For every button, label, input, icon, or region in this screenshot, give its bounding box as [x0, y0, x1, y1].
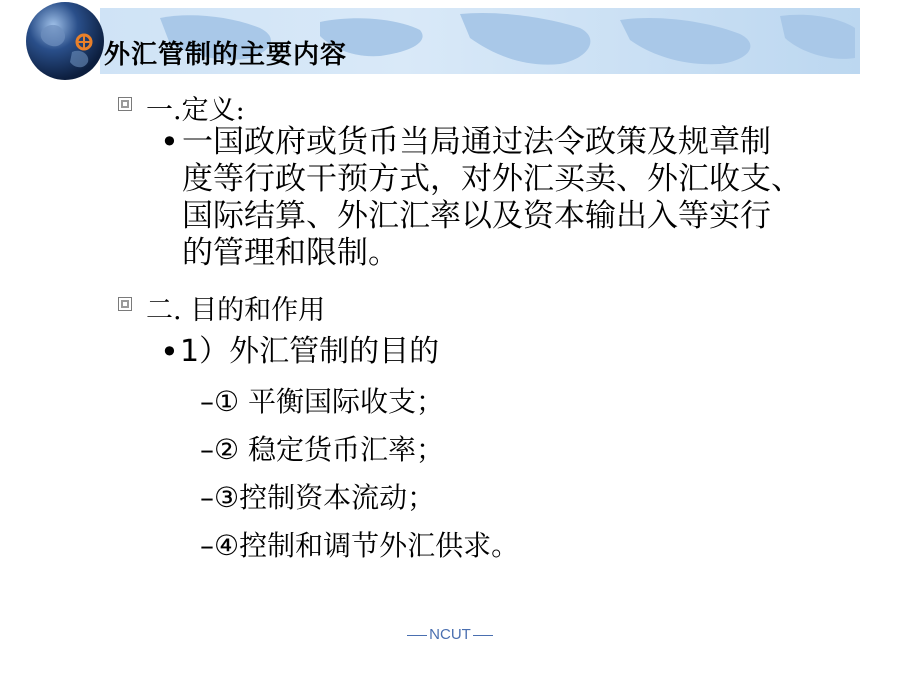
paragraph-line: 国际结算、外汇汇率以及资本输出入等实行 — [182, 198, 771, 234]
section2-sub-label: 1）外汇管制的目的 — [180, 334, 440, 369]
definition-paragraph — [182, 124, 882, 272]
purpose-item: –② 稳定货币汇率； — [200, 433, 445, 466]
paragraph-line: 的管理和限制。 — [182, 235, 399, 271]
footer — [0, 626, 900, 643]
globe-icon — [24, 0, 106, 82]
purpose-item: –③控制资本流动； — [200, 481, 436, 514]
bullet-dot: • — [160, 333, 179, 371]
purpose-item: –④控制和调节外汇供求。 — [200, 529, 520, 562]
paragraph-line: 度等行政干预方式，对外汇买卖、外汇收支、 — [182, 161, 802, 197]
section1-label: 一.定义: — [146, 95, 245, 126]
footer-text: NCUT — [429, 626, 471, 643]
bullet-dot: • — [160, 123, 179, 161]
footer-rule — [407, 635, 427, 636]
square-bullet-icon — [118, 297, 132, 311]
square-bullet-icon — [118, 97, 132, 111]
slide-title: 外汇管制的主要内容 — [104, 40, 348, 70]
footer-rule — [473, 635, 493, 636]
purpose-item: –① 平衡国际收支； — [200, 385, 445, 418]
section2-label: 二. 目的和作用 — [146, 295, 326, 326]
paragraph-line: 一国政府或货币当局通过法令政策及规章制 — [182, 124, 771, 160]
